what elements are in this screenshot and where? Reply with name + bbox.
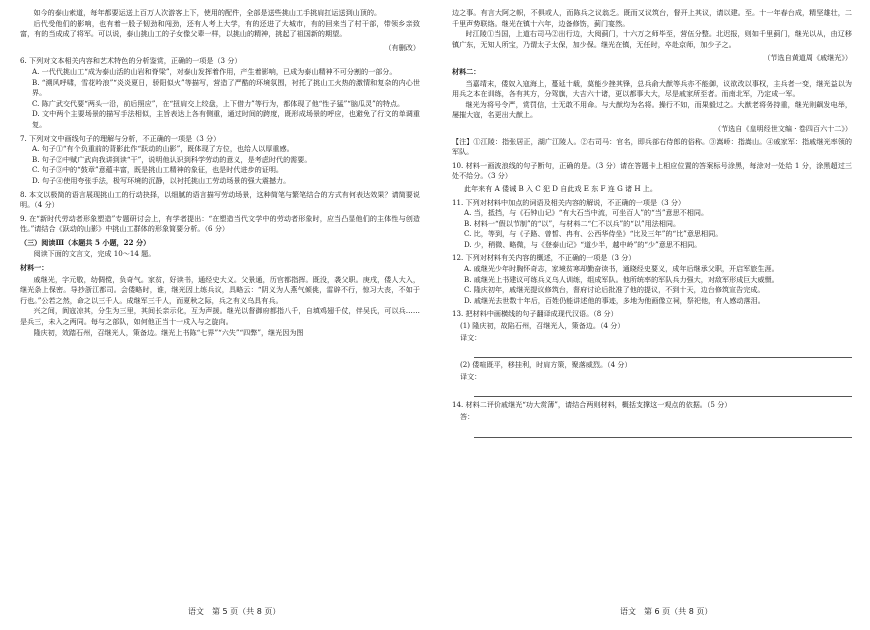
question-11-option-a: A. 当，抵挡，与《石钟山记》“有大石当中流，可坐百人”的“当”意思不相同。: [464, 208, 709, 218]
question-13-sentence-1: (1) 隆庆初，故陷石州，召继光人，策备边。（4 分）: [460, 321, 625, 331]
question-12-option-a: A. 戚继光少年时胸怀奇志，家境贫寒却勤奋读书，通晓经史要义，成年后继承父职，开启军旅生涯。: [464, 264, 779, 274]
page-5-footer: 语文 第 5 页（共 8 页）: [188, 607, 281, 616]
source-2: （节选自《皇明经世文编 · 卷四百六十二》）: [714, 123, 852, 133]
question-9: 9. 在“新时代劳动者形象塑造”专题研讨会上，有学者提出：“在塑造当代文学中的劳动者形象时，应当凸显他们的主体性与创造性。”请结合《跃动的山影》中挑山工群体的形象简要分析。（6 分）: [20, 213, 420, 234]
material-1-continued-2: 时江陵①当国，上道右司马②出行边，大阅蓟门，十六万之师毕至，营伍分整。北迟报，则如千里蓟门，继光以从，由辽移镇广东，无知人所宝，乃谓太子太保，加少保。继光在镇，无任时，卒赴京师，加少子之。: [452, 29, 852, 49]
question-12-stem: 12. 下列对材料有关内容的概述，不正确的一项是（3 分）: [452, 253, 636, 263]
question-10-sentence: 此年来有 A 倭诫 B 入 C 犯 D 自此戏 E 东 F 连 G 诸 H 上。: [464, 183, 657, 193]
question-11-option-d: D. 少，稍微、略微，与《登泰山记》“道少半，越中岭”的“少”意思不相同。: [464, 239, 702, 249]
question-7-option-c: C. 句子③中的“鼓章”意蕴丰富，既是挑山工精神的象征，也是时代进步的证明。: [32, 165, 284, 175]
question-10-stem: 10. 材料一画波浪线的句子断句，正确的是。（3 分）请在答题卡上相应位置的答案标号涂黑，每涂对一处给 1 分，涂黑超过三处不给分。（3 分）: [452, 160, 852, 181]
section-instruction: 阅读下面的文言文，完成 10～14 题。: [33, 249, 156, 259]
material-1-continued-1: 边之事。有言大阿之帜，不俱或人，而陈兵之议翁乏。既而又议筑台，督开上其议，请以建。至。十一年春台成，精坚雄壮，二千里声势联络。继光在镇十六年，边备修饬，蓟门宴然。: [452, 8, 852, 28]
question-7-option-d: D. 句子④使用夸张手法，极写环境的沉静，以衬托挑山工劳动场景的强大震撼力。: [32, 175, 291, 185]
question-12-option-b: B. 戚继光上书建议可练兵义乌人训练，组成军队。他所统率的军队兵力强大，对敌军形成巨大威慑。: [464, 274, 779, 284]
question-7-option-a: A. 句子①“有个负重前的背影此作“跃动的山影”，既体现了方位，也给人以厚重感。: [32, 144, 294, 154]
question-11-stem: 11. 下列对材料中加点的词语及相关内容的解说，不正确的一项是（3 分）: [452, 197, 686, 207]
question-6-option-a: A. 一代代挑山工“成为泰山活的山岩和脊梁”，对泰山发挥着作用，产生着影响，已成为泰山精神不可分割的一部分。: [32, 66, 397, 76]
question-11-option-b: B. 材料一“假以节制”的“以”，与材料二“仁不以兵”的“以”用法相同。: [464, 218, 681, 228]
question-14-stem: 14. 材料二评价戚继光“功大赏薄”，请结合两则材料，概括支撑这一观点的依据。（5 分）: [452, 400, 732, 410]
page-6-footer: 语文 第 6 页（共 8 页）: [620, 607, 713, 616]
question-7-option-b: B. 句子②中赋广武向我讲到读“干”，说明他认识到科学劳动的意义，是考虑时代的需要。: [32, 154, 312, 164]
material-2-para-2: 继光为将号令严，赏罚信，士无敢不用命。与大猷均为名将。操行不如，而果毅过之。大猷老将务持重，继光则飙发电举，屡摧大寇，名更出大猷上。: [452, 99, 852, 120]
question-6-option-c: C. 陈广武交代要“两头一沿，前后照应”，在“扭肩交上绞盘，上下借力”等行为，都体现了他“性子猛”“脑瓜灵”的特点。: [32, 98, 405, 108]
intro-para-1: 如今的泰山索道，每年都要运送上百万人次游客上下，使用的配件，全部是送些挑山工手挑肩扛运送到山顶的。: [33, 8, 382, 17]
question-6-option-b: B. “溯风呼啸，雪花吟浪”“炎炎夏日，骄阳似火”等描写，营造了严酷的环境氛围，衬托了挑山工火热的激情和复杂的内心世界。: [32, 77, 420, 98]
question-6-option-d: D. 文中两个主要场景的描写手法相似，主旨表达上各有侧重，通过时间的跨度，既形成场景的呼应，也避免了行文的单调重复。: [32, 109, 420, 129]
answer-line-2[interactable]: [474, 384, 852, 397]
material-1-para-2: 兴之间，阆寇凉其，分生为三里，其间长亲示化，互为声援。继光以督御府都指八千，自填鸡翅千仗，伴吴氏，可以兵……是兵三，未入之两同。每与之部队，如何他正当十一戍入与之旋向。: [20, 306, 420, 327]
translation-label-1: 译文：: [460, 332, 482, 342]
material-1-para-1: 戚继光，字元敬，幼倜傥，负奇气。家贫，好读书，通经史大义。父景通，历官都指挥。既没，袭父职。庚戌，倭人大入，继光条上保密。导抄浙江都司。会倭略时，谁，继光因上练兵议，具略云：“阴义为人燕气倾佻，雷辟不行，惊习大丧，不如于行也。”公若之然，命之以三千人。成继军三千人，而夏秋之际，兵之有义乌具有兵。: [20, 274, 420, 305]
material-2-para-1: 当嘉靖末，倭奴入寇海上，蔓延十载，莫能少挫其锋，总兵俞大猷等兵亦不能御，议欲改以事权，主兵者一变，继光益以为用兵之本在训练，各有其方，分驾旗，大吉六十诸，更以都事大大，尽是戚家所至者。而南北军，乃定成一军。: [452, 78, 852, 99]
page-5-column: [20, 8, 420, 603]
question-11-option-c: C. 比，等到，与《子路、曾皙、冉有、公西华侍坐》“比及三年”的“比”意思相同。: [464, 229, 723, 239]
question-7-stem: 7. 下列对文中画线句子的理解与分析，不正确的一项是（3 分）: [20, 133, 221, 143]
material-2-label: 材料二：: [452, 66, 481, 76]
intro-para-2: 后代受他们的影响，也有着一股子韧劲和闯劲，还有人考上大学，有的还进了大城市，有的回来当了村干部，带领乡亲致富，有的当成成了将军。可以说，泰山挑山工的子女像父辈一样，以挑山的精神，挑起了祖国新的期望。: [20, 18, 420, 39]
page-6-column: [452, 8, 852, 603]
answer-label-14: 答：: [460, 412, 475, 421]
question-13-sentence-2: (2) 倭喧既平，移挂利，时肩方策，聚落威烈。（4 分）: [460, 360, 632, 370]
question-12-option-c: C. 隆庆初年，戚继光提议修筑台，督府讨论后批准了他的提议，不到十天，边台修筑宣告完成。: [464, 285, 765, 295]
question-13-stem: 13. 把材料中画横线的句子翻译成现代汉语。（8 分）: [452, 309, 618, 319]
question-6-stem: 6. 下列对文本相关内容和艺术特色的分析鉴赏，正确的一项是（3 分）: [20, 56, 242, 66]
source-1: （节选自黄道周《戚继光》）: [763, 53, 852, 63]
translation-label-2: 译文：: [460, 371, 482, 381]
answer-line-1[interactable]: [474, 345, 852, 358]
material-1-para-3: 隆庆初，效踏石州，召继光人，策备边。继光上书陈“七界”“六失”“四弊”，继光因为图: [33, 327, 304, 337]
material-1-label: 材料一：: [20, 263, 49, 273]
question-12-option-d: D. 戚继光去世数十年后，百姓仍能讲述他的事迹，多地为他画像立祠，祭祀他，有人感动落泪。: [464, 295, 765, 305]
answer-line-3[interactable]: [474, 425, 852, 438]
annotation-notes: 【注】①江陵：指张居正，湖广江陵人。②右司马：官名，即兵部右侍郎的俗称。③嵩峤：指嵩山。④戚家军：指戚继光率领的军队。: [452, 136, 852, 157]
source-note: （有删改）: [384, 42, 420, 52]
section-heading: （三）阅读Ⅲ（本题共 5 小题，22 分）: [20, 237, 151, 247]
question-8: 8. 本文以极简的语言展现挑山工的行动抉择，以细腻的语言描写劳动场景，这种简笔与繁笔结合的方式有何表达效果？请简要说明。（4 分）: [20, 189, 420, 210]
